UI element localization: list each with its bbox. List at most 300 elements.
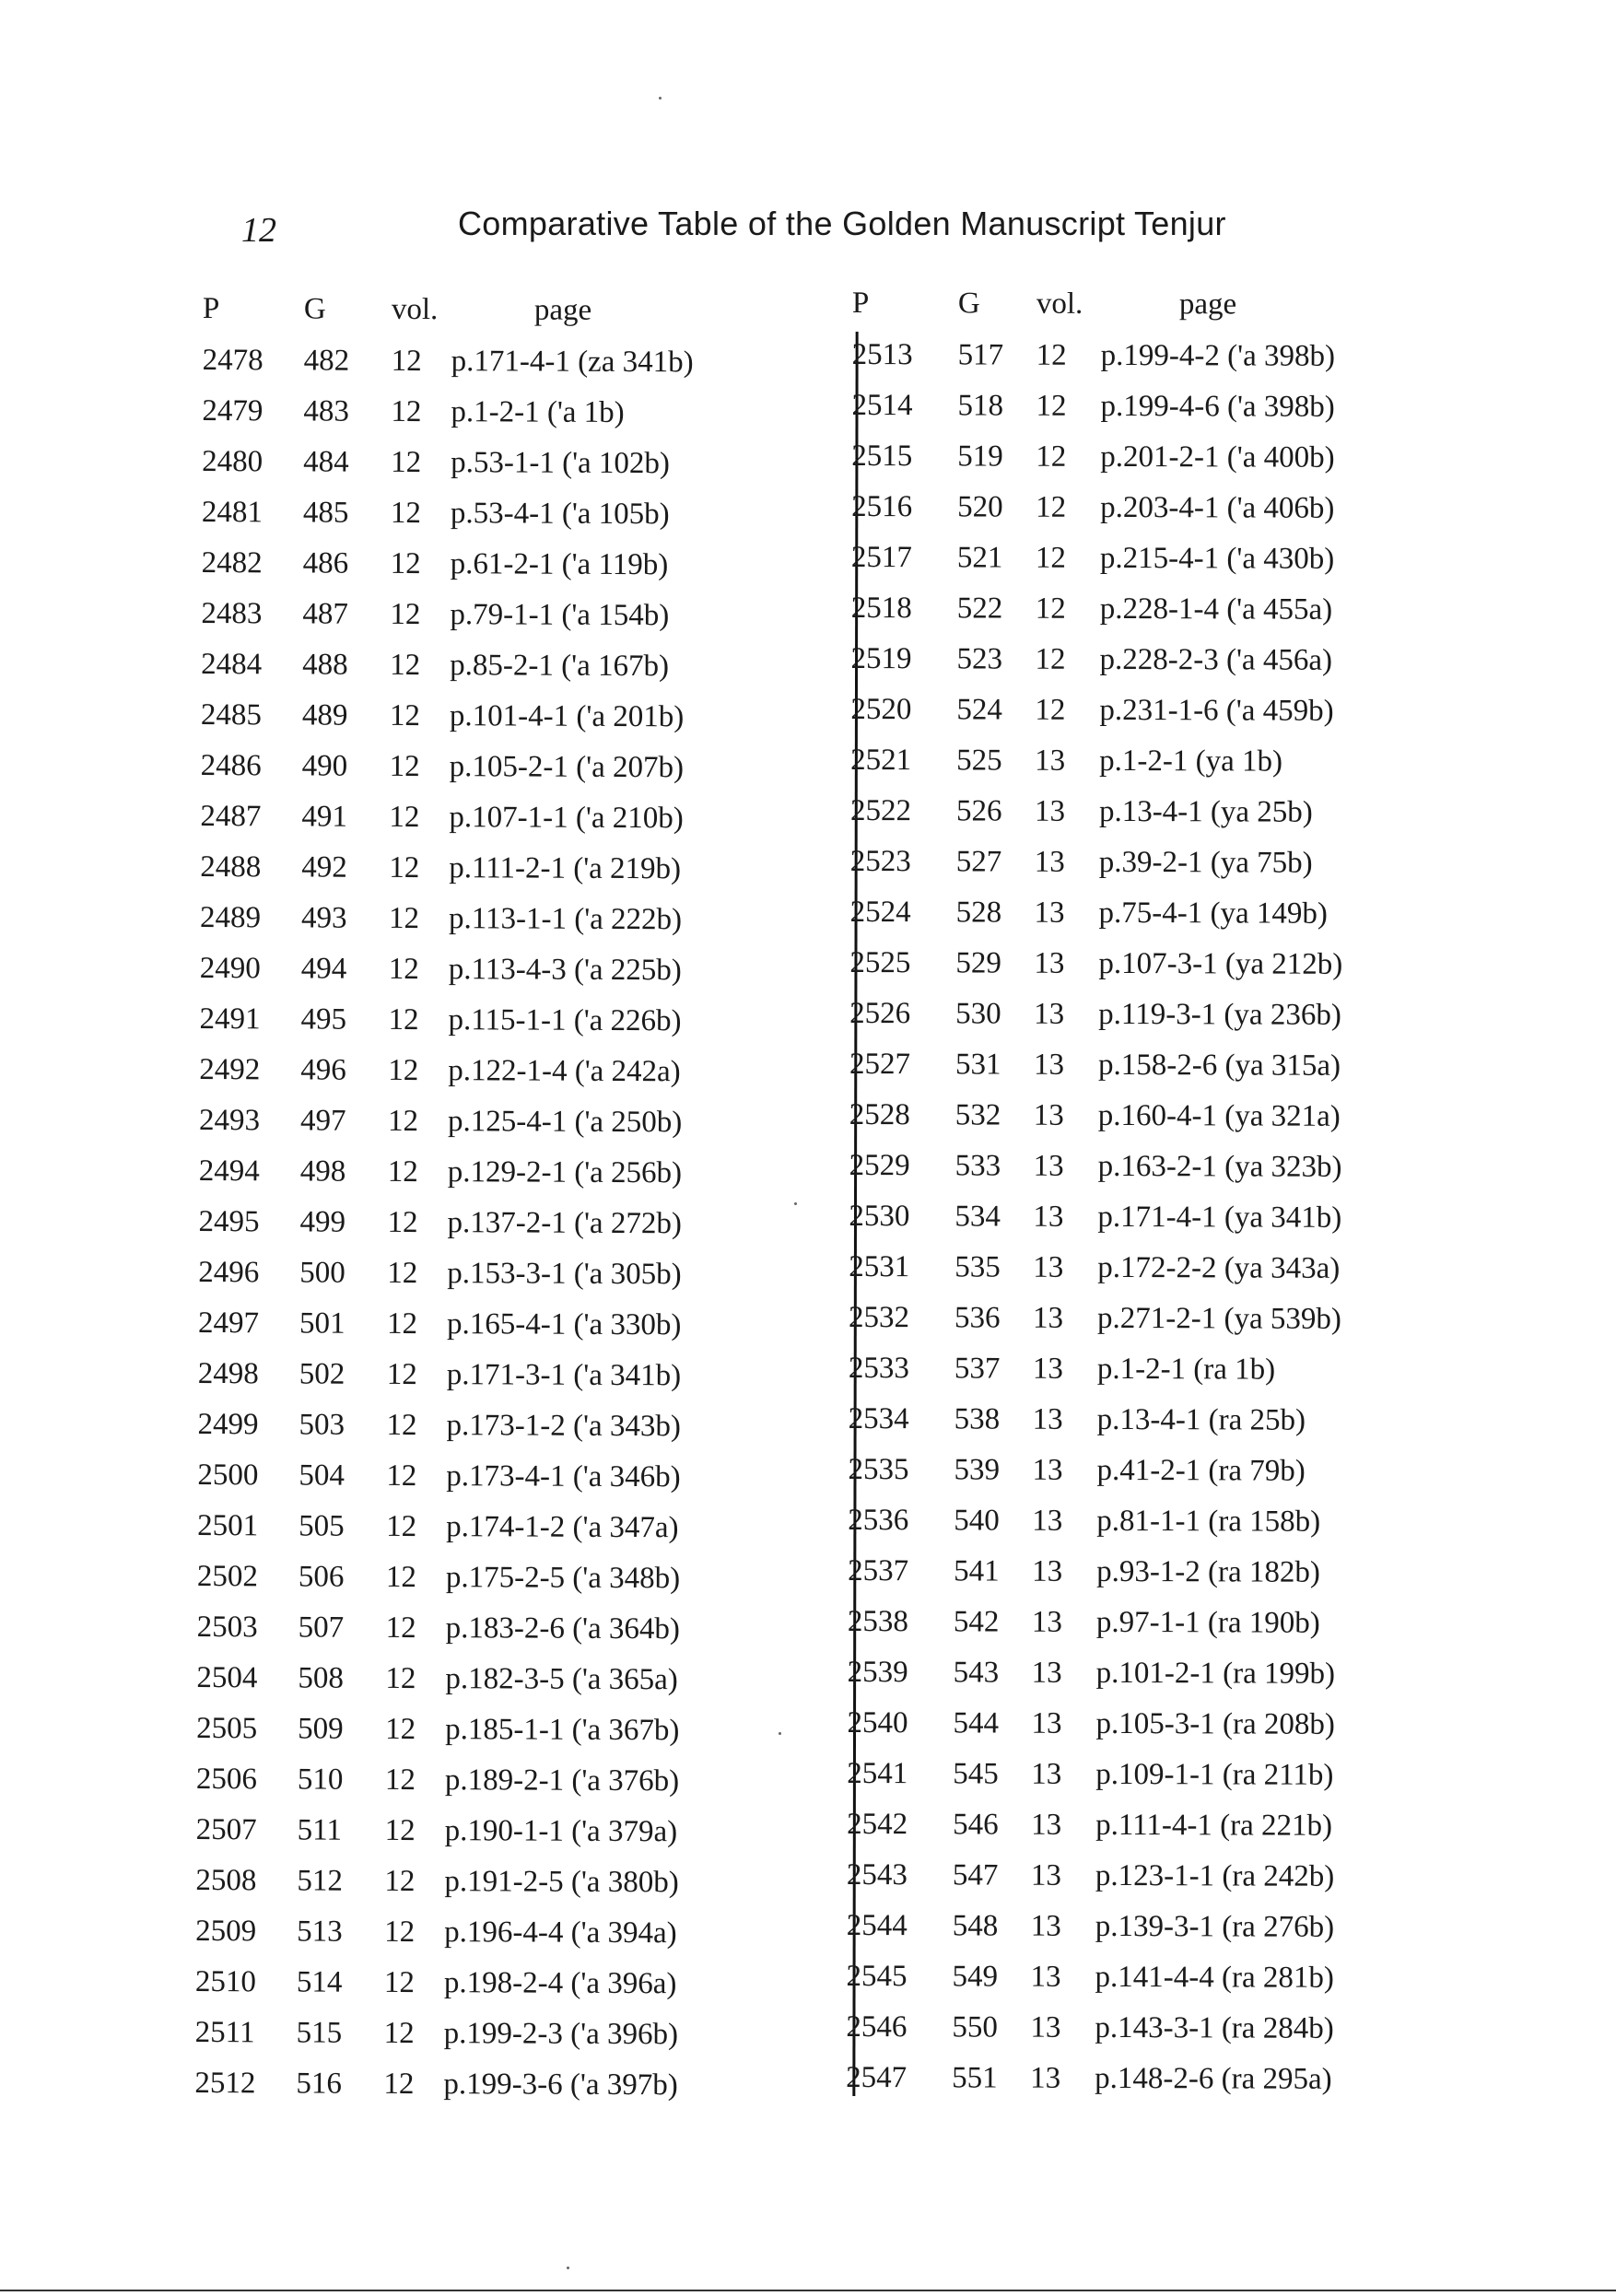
cell-page: p.165-4-1 ('a 330b) <box>446 1307 682 1342</box>
table-row <box>848 1495 1400 1548</box>
cell-p: 2539 <box>847 1655 908 1690</box>
table-row <box>847 1749 1399 1801</box>
cell-p: 2484 <box>201 647 263 682</box>
cell-p: 2502 <box>196 1559 258 1594</box>
cell-g: 503 <box>299 1408 345 1442</box>
table-row <box>199 1045 770 1098</box>
cell-vol: 12 <box>1036 338 1067 372</box>
cell-page: p.231-1-6 ('a 459b) <box>1099 693 1334 728</box>
cell-page: p.1-2-1 (ra 1b) <box>1096 1352 1276 1387</box>
cell-p: 2538 <box>847 1604 908 1639</box>
cell-g: 495 <box>300 1002 347 1037</box>
cell-vol: 12 <box>390 648 421 683</box>
cell-p: 2514 <box>851 388 913 423</box>
cell-p: 2543 <box>846 1857 908 1892</box>
cell-vol: 13 <box>1032 1301 1064 1335</box>
cell-page: p.61-2-1 ('a 119b) <box>450 547 669 582</box>
cell-page: p.125-4-1 ('a 250b) <box>447 1105 683 1140</box>
cell-page: p.137-2-1 ('a 272b) <box>447 1206 682 1241</box>
cell-page: p.111-2-1 ('a 219b) <box>449 851 682 886</box>
cell-page: p.196-4-4 ('a 394a) <box>444 1915 677 1950</box>
cell-p: 2509 <box>195 1914 257 1949</box>
cell-g: 530 <box>955 997 1001 1031</box>
cell-g: 534 <box>954 1200 1001 1234</box>
cell-g: 531 <box>954 1048 1001 1082</box>
table-row <box>195 2008 767 2061</box>
cell-p: 2530 <box>849 1199 910 1234</box>
cell-g: 526 <box>955 794 1002 828</box>
cell-p: 2516 <box>851 489 913 524</box>
cell-vol: 13 <box>1033 1250 1064 1284</box>
table-row <box>847 1698 1399 1751</box>
cell-g: 536 <box>954 1301 1001 1335</box>
cell-vol: 12 <box>391 394 422 429</box>
cell-p: 2537 <box>848 1553 909 1588</box>
cell-vol: 13 <box>1031 1706 1062 1740</box>
cell-p: 2512 <box>194 2066 256 2101</box>
cell-g: 508 <box>298 1661 344 1695</box>
cell-g: 483 <box>303 394 349 428</box>
cell-page: p.153-3-1 ('a 305b) <box>447 1257 682 1292</box>
cell-page: p.198-2-4 ('a 396a) <box>443 1966 677 2001</box>
table-row <box>849 1141 1402 1193</box>
cell-page: p.173-1-2 ('a 343b) <box>446 1409 681 1444</box>
cell-g: 502 <box>299 1357 345 1391</box>
cell-g: 485 <box>302 496 349 530</box>
cell-vol: 13 <box>1033 1149 1064 1183</box>
cell-vol: 13 <box>1032 1402 1063 1436</box>
table-row <box>849 1242 1401 1294</box>
cell-p: 2545 <box>846 1959 908 1994</box>
table-row <box>202 487 773 541</box>
table-header <box>203 284 774 338</box>
cell-g: 506 <box>298 1560 345 1594</box>
table-row <box>194 2058 766 2112</box>
cell-vol: 12 <box>383 2067 415 2102</box>
cell-g: 512 <box>297 1864 344 1898</box>
cell-page: p.199-3-6 ('a 397b) <box>443 2068 678 2103</box>
cell-page: p.271-2-1 (ya 539b) <box>1096 1301 1341 1336</box>
cell-g: 497 <box>299 1104 346 1138</box>
cell-g: 527 <box>955 845 1002 879</box>
cell-vol: 13 <box>1034 997 1065 1031</box>
column-header-page: page <box>1178 287 1237 322</box>
table-row <box>851 583 1404 636</box>
cell-g: 537 <box>954 1352 1001 1386</box>
cell-vol: 13 <box>1030 2061 1061 2095</box>
cell-g: 542 <box>953 1605 1000 1639</box>
cell-vol: 12 <box>387 1256 418 1291</box>
table-row <box>848 1647 1400 1700</box>
table-row <box>850 634 1403 686</box>
cell-vol: 13 <box>1030 1858 1062 1892</box>
table-row <box>849 1293 1401 1345</box>
cell-p: 2493 <box>198 1103 261 1138</box>
cell-page: p.171-4-1 (za 341b) <box>451 345 694 380</box>
cell-g: 507 <box>298 1611 345 1645</box>
cell-p: 2544 <box>846 1908 908 1943</box>
cell-page: p.182-3-5 ('a 365a) <box>445 1662 678 1697</box>
table-right <box>846 278 1405 2105</box>
cell-g: 519 <box>957 439 1003 474</box>
cell-g: 482 <box>303 344 350 378</box>
cell-vol: 12 <box>384 1763 416 1798</box>
cell-p: 2541 <box>847 1756 908 1791</box>
cell-page: p.39-2-1 (ya 75b) <box>1098 845 1313 880</box>
cell-vol: 12 <box>1035 541 1067 575</box>
cell-g: 498 <box>299 1154 346 1189</box>
table-row <box>850 887 1403 940</box>
cell-p: 2481 <box>201 495 263 530</box>
cell-p: 2479 <box>202 393 263 428</box>
cell-p: 2515 <box>851 439 913 474</box>
cell-g: 521 <box>956 541 1003 575</box>
cell-vol: 13 <box>1034 845 1065 879</box>
table-row <box>852 330 1405 382</box>
cell-p: 2483 <box>201 596 263 631</box>
cell-page: p.111-4-1 (ra 221b) <box>1095 1808 1333 1843</box>
table-row <box>848 1597 1400 1649</box>
cell-vol: 13 <box>1031 1757 1062 1791</box>
cell-g: 541 <box>954 1554 1000 1588</box>
cell-p: 2508 <box>195 1863 257 1898</box>
table-row <box>200 893 771 946</box>
cell-vol: 12 <box>385 1560 416 1595</box>
cell-p: 2520 <box>850 692 912 727</box>
cell-g: 513 <box>297 1915 343 1949</box>
cell-page: p.113-1-1 ('a 222b) <box>448 902 683 937</box>
cell-p: 2489 <box>199 900 262 935</box>
cell-page: p.105-2-1 ('a 207b) <box>449 750 685 785</box>
cell-p: 2528 <box>849 1097 910 1132</box>
table-row <box>850 735 1403 788</box>
cell-p: 2506 <box>195 1762 257 1797</box>
cell-vol: 12 <box>387 1104 419 1139</box>
cell-vol: 13 <box>1032 1453 1063 1487</box>
cell-vol: 13 <box>1030 1960 1061 1994</box>
table-row <box>202 437 773 490</box>
cell-g: 520 <box>957 490 1003 524</box>
cell-page: p.199-2-3 ('a 396b) <box>443 2017 679 2052</box>
cell-p: 2488 <box>200 849 262 884</box>
table-row <box>851 533 1404 585</box>
cell-p: 2498 <box>197 1356 259 1391</box>
table-row <box>200 943 771 997</box>
cell-p: 2478 <box>202 343 263 378</box>
table-row <box>850 786 1403 838</box>
table-row <box>195 1906 767 1960</box>
cell-g: 525 <box>956 744 1002 778</box>
table-row <box>847 1799 1399 1852</box>
cell-page: p.113-4-3 ('a 225b) <box>448 953 682 988</box>
cell-g: 486 <box>302 546 349 580</box>
cell-p: 2540 <box>847 1705 908 1740</box>
cell-page: p.158-2-6 (ya 315a) <box>1097 1048 1341 1083</box>
table-row <box>849 1090 1402 1142</box>
cell-page: p.228-1-4 ('a 455a) <box>1099 592 1333 627</box>
cell-g: 501 <box>299 1306 345 1341</box>
cell-p: 2500 <box>197 1458 259 1493</box>
cell-page: p.175-2-5 ('a 348b) <box>445 1561 681 1596</box>
cell-vol: 13 <box>1032 1554 1063 1588</box>
cell-vol: 12 <box>384 1813 416 1848</box>
cell-vol: 13 <box>1034 794 1066 828</box>
cell-g: 516 <box>296 2067 343 2101</box>
cell-vol: 13 <box>1033 1200 1064 1234</box>
cell-g: 524 <box>956 693 1002 727</box>
cell-vol: 12 <box>389 749 420 784</box>
cell-g: 489 <box>301 698 348 732</box>
cell-vol: 12 <box>386 1408 417 1443</box>
cell-g: 511 <box>297 1813 343 1847</box>
cell-vol: 12 <box>384 1915 416 1950</box>
cell-g: 499 <box>299 1205 346 1239</box>
table-body <box>194 335 773 2112</box>
cell-g: 500 <box>299 1256 345 1290</box>
cell-page: p.189-2-1 ('a 376b) <box>444 1763 680 1798</box>
cell-page: p.109-1-1 (ra 211b) <box>1095 1757 1334 1792</box>
cell-p: 2546 <box>846 2009 908 2044</box>
cell-g: 509 <box>298 1712 344 1746</box>
cell-page: p.119-3-1 (ya 236b) <box>1098 997 1341 1032</box>
cell-page: p.171-4-1 (ya 341b) <box>1097 1200 1342 1235</box>
table-row <box>201 741 772 794</box>
table-row <box>197 1602 768 1656</box>
cell-vol: 13 <box>1031 1605 1062 1639</box>
cell-vol: 12 <box>390 546 421 581</box>
cell-vol: 13 <box>1030 2010 1061 2044</box>
cell-page: p.105-3-1 (ra 208b) <box>1095 1706 1335 1741</box>
cell-page: p.141-4-4 (ra 281b) <box>1095 1960 1334 1995</box>
table-row <box>849 1394 1401 1447</box>
cell-g: 484 <box>303 445 349 479</box>
cell-g: 494 <box>300 952 347 986</box>
cell-vol: 12 <box>386 1509 417 1544</box>
cell-page: p.123-1-1 (ra 242b) <box>1095 1858 1335 1893</box>
table-row <box>847 1850 1399 1903</box>
cell-vol: 13 <box>1031 1656 1062 1690</box>
cell-vol: 12 <box>1036 490 1067 524</box>
cell-p: 2497 <box>197 1306 260 1341</box>
cell-g: 488 <box>302 648 348 682</box>
table-left <box>194 284 774 2112</box>
cell-vol: 12 <box>390 496 421 531</box>
cell-p: 2518 <box>850 591 912 626</box>
cell-vol: 12 <box>386 1306 418 1341</box>
cell-g: 539 <box>954 1453 1001 1487</box>
cell-g: 490 <box>301 749 348 783</box>
table-row <box>197 1450 768 1504</box>
cell-vol: 12 <box>389 850 420 885</box>
cell-g: 549 <box>952 1960 999 1994</box>
cell-p: 2525 <box>849 945 911 980</box>
table-row <box>195 1856 767 1909</box>
cell-p: 2511 <box>194 2015 255 2050</box>
cell-vol: 13 <box>1034 896 1065 930</box>
table-row <box>850 685 1403 737</box>
cell-page: p.41-2-1 (ra 79b) <box>1096 1453 1306 1488</box>
cell-vol: 12 <box>388 1053 419 1088</box>
table-row <box>197 1400 768 1453</box>
cell-p: 2480 <box>202 444 263 479</box>
cell-page: p.171-3-1 ('a 341b) <box>446 1358 682 1393</box>
cell-page: p.85-2-1 ('a 167b) <box>450 649 670 684</box>
cell-p: 2529 <box>849 1148 910 1183</box>
table-row <box>846 1951 1399 2004</box>
cell-g: 514 <box>296 1965 343 1999</box>
scan-speck <box>779 1732 781 1735</box>
cell-page: p.201-2-1 ('a 400b) <box>1100 439 1335 474</box>
cell-p: 2491 <box>199 1002 261 1037</box>
table-row <box>199 994 770 1048</box>
table-row <box>202 386 773 439</box>
table-row <box>848 1445 1400 1497</box>
cell-vol: 13 <box>1030 1909 1061 1943</box>
cell-page: p.107-1-1 ('a 210b) <box>449 801 684 836</box>
cell-vol: 13 <box>1032 1352 1063 1386</box>
cell-page: p.53-4-1 ('a 105b) <box>450 497 670 532</box>
table-row <box>849 989 1402 1041</box>
cell-p: 2542 <box>847 1807 908 1842</box>
cell-vol: 12 <box>385 1712 416 1747</box>
cell-p: 2526 <box>849 996 911 1031</box>
cell-page: p.173-4-1 ('a 346b) <box>446 1459 681 1494</box>
cell-p: 2499 <box>197 1407 259 1442</box>
cell-p: 2535 <box>848 1452 909 1487</box>
column-header-p: P <box>851 286 870 321</box>
cell-p: 2504 <box>196 1660 258 1695</box>
table-row <box>202 538 773 592</box>
cell-g: 491 <box>301 800 348 834</box>
cell-page: p.115-1-1 ('a 226b) <box>448 1003 682 1038</box>
cell-page: p.160-4-1 (ya 321a) <box>1097 1098 1341 1133</box>
cell-g: 550 <box>952 2010 998 2044</box>
cell-g: 545 <box>953 1757 999 1791</box>
cell-g: 517 <box>957 338 1004 372</box>
table-row <box>201 690 772 744</box>
cell-g: 533 <box>954 1149 1001 1183</box>
cell-g: 546 <box>953 1808 999 1842</box>
table-row <box>195 1957 767 2010</box>
cell-p: 2513 <box>851 337 913 372</box>
cell-vol: 12 <box>385 1661 416 1696</box>
cell-page: p.185-1-1 ('a 367b) <box>445 1713 680 1748</box>
cell-g: 538 <box>954 1402 1001 1436</box>
cell-g: 515 <box>296 2016 343 2050</box>
cell-page: p.190-1-1 ('a 379a) <box>444 1814 678 1849</box>
table-row <box>196 1653 767 1706</box>
column-header-p: P <box>202 291 220 326</box>
cell-p: 2522 <box>849 793 912 828</box>
cell-page: p.97-1-1 (ra 190b) <box>1095 1605 1320 1640</box>
cell-p: 2486 <box>200 748 262 783</box>
cell-vol: 12 <box>1036 439 1067 474</box>
cell-p: 2503 <box>196 1610 258 1645</box>
table-row <box>196 1704 767 1757</box>
cell-g: 487 <box>302 597 349 631</box>
table-row <box>846 2002 1399 2055</box>
column-header-vol: vol. <box>391 292 439 327</box>
cell-page: p.215-4-1 ('a 430b) <box>1099 541 1335 576</box>
cell-page: p.13-4-1 (ya 25b) <box>1098 794 1313 829</box>
cell-vol: 12 <box>1035 693 1066 727</box>
column-header-g: G <box>303 292 326 326</box>
cell-vol: 12 <box>388 901 420 936</box>
cell-vol: 12 <box>383 2016 415 2051</box>
cell-page: p.148-2-6 (ra 295a) <box>1095 2061 1332 2096</box>
running-title: Comparative Table of the Golden Manuscript Tenjur <box>458 205 1226 242</box>
cell-p: 2533 <box>848 1351 909 1386</box>
cell-vol: 12 <box>386 1357 417 1392</box>
cell-g: 496 <box>300 1053 346 1087</box>
cell-g: 528 <box>955 896 1002 930</box>
cell-vol: 12 <box>1036 389 1067 423</box>
cell-p: 2485 <box>200 697 263 732</box>
cell-g: 493 <box>300 901 347 935</box>
table-row <box>198 1197 769 1250</box>
table-row <box>847 1901 1399 1953</box>
cell-vol: 12 <box>384 1864 416 1899</box>
cell-page: p.53-1-1 ('a 102b) <box>451 446 671 481</box>
cell-g: 492 <box>301 850 347 884</box>
cell-page: p.1-2-1 ('a 1b) <box>451 395 625 429</box>
cell-vol: 12 <box>386 1458 417 1494</box>
cell-p: 2507 <box>195 1812 257 1847</box>
cell-vol: 12 <box>390 597 421 632</box>
table-row <box>198 1248 769 1301</box>
table-row <box>197 1501 768 1554</box>
cell-vol: 12 <box>1035 592 1066 626</box>
cell-page: p.93-1-2 (ra 182b) <box>1096 1554 1321 1589</box>
cell-g: 518 <box>957 389 1004 423</box>
table-row <box>199 1095 770 1149</box>
cell-page: p.199-4-6 ('a 398b) <box>1100 389 1335 424</box>
table-row <box>200 842 771 896</box>
cell-page: p.191-2-5 ('a 380b) <box>444 1865 679 1900</box>
table-row <box>199 1146 770 1200</box>
cell-page: p.139-3-1 (ra 276b) <box>1095 1909 1335 1944</box>
cell-vol: 12 <box>1035 642 1066 676</box>
cell-page: p.81-1-1 (ra 158b) <box>1096 1504 1321 1539</box>
cell-p: 2517 <box>850 540 913 575</box>
cell-p: 2527 <box>849 1047 911 1082</box>
table-row <box>849 1039 1402 1092</box>
cell-p: 2531 <box>849 1249 910 1284</box>
cell-p: 2523 <box>849 844 911 879</box>
table-row <box>196 1754 767 1808</box>
column-header-vol: vol. <box>1036 287 1083 321</box>
cell-g: 532 <box>954 1098 1001 1132</box>
cell-g: 544 <box>953 1706 1000 1740</box>
cell-vol: 13 <box>1031 1808 1062 1842</box>
cell-g: 523 <box>956 642 1003 676</box>
cell-p: 2501 <box>197 1508 259 1543</box>
column-header-g: G <box>957 287 980 321</box>
table-row <box>198 1349 769 1402</box>
cell-p: 2494 <box>198 1154 260 1189</box>
cell-g: 543 <box>953 1656 1000 1690</box>
cell-g: 510 <box>297 1763 344 1797</box>
cell-vol: 13 <box>1034 946 1065 980</box>
cell-vol: 12 <box>389 800 420 835</box>
cell-p: 2534 <box>848 1401 909 1436</box>
cell-page: p.107-3-1 (ya 212b) <box>1098 946 1343 981</box>
table-row <box>196 1805 767 1858</box>
cell-page: p.122-1-4 ('a 242a) <box>448 1054 681 1089</box>
cell-g: 522 <box>956 592 1003 626</box>
table-row <box>848 1546 1400 1599</box>
cell-g: 505 <box>299 1509 345 1543</box>
